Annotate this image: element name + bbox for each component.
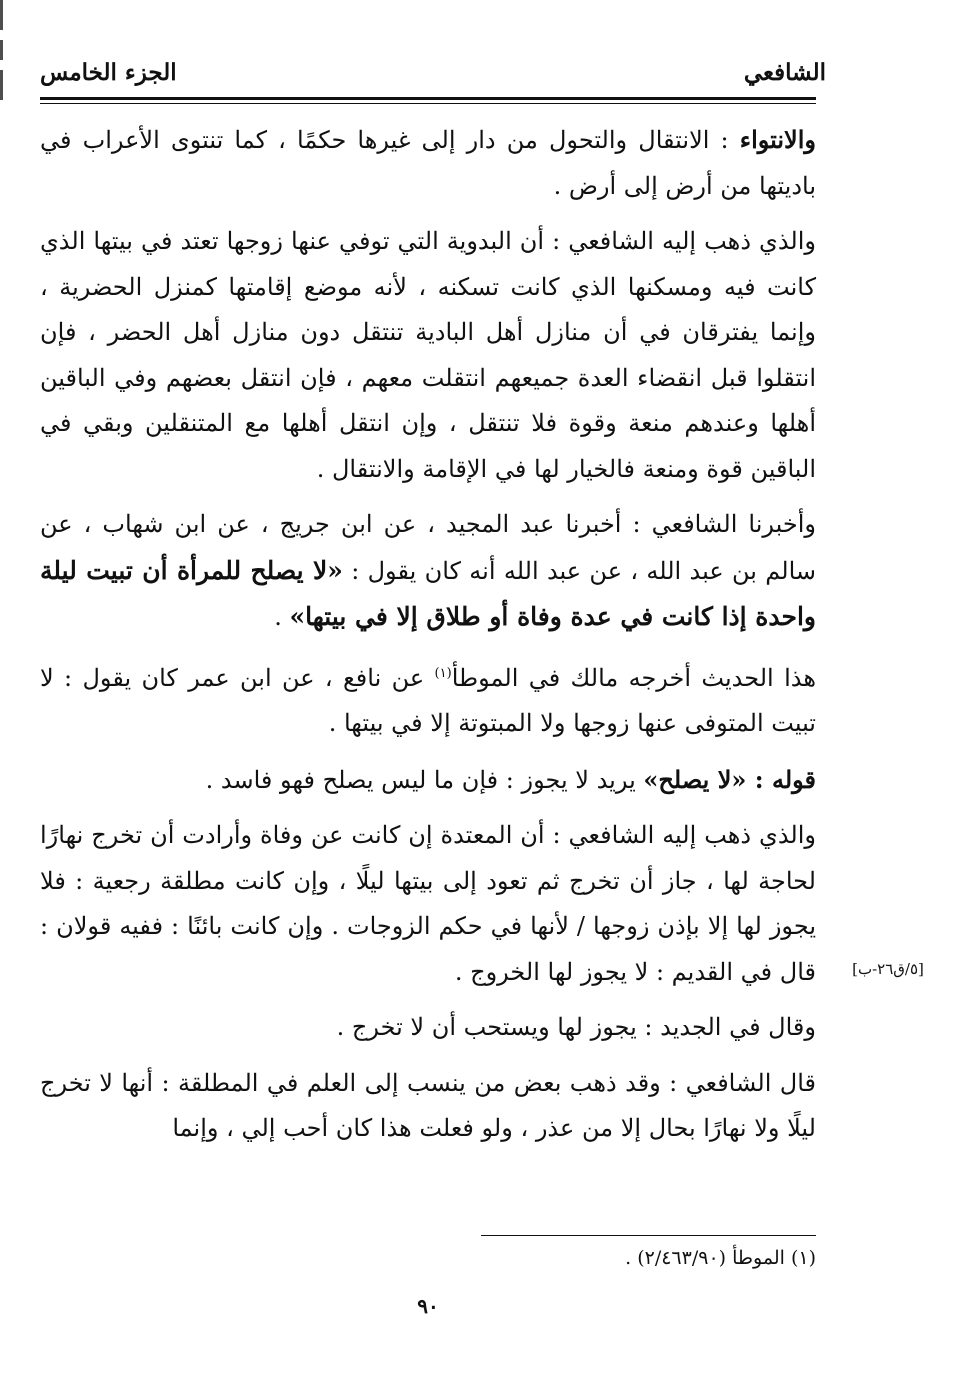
paragraph-lead-term: والانتواء [739, 125, 816, 154]
header-volume-title: الجزء الخامس [40, 58, 177, 86]
takhrij-text-start: هذا الحديث أخرجه مالك في الموطأ [451, 663, 816, 692]
paragraph-text: والذي ذهب إليه الشافعي : أن المعتدة إن كانت عن وفاة وأرادت أن تخرج نهارًا لحاجة لها ، جاز أن تخرج ثم تعود إلى بيتها ليلًا ، وإن كانت مطلقة رجعية : فلا يجوز لها إلا بإذن زوجها / لأنها في حكم الزوجات . وإن كانت بائنًا : ففيه قولان : قال في القديم : لا يجوز لها الخروج . [40, 821, 816, 986]
paragraph-new-opinion [40, 1005, 816, 1051]
paragraph-text: قال الشافعي : وقد ذهب بعض من ينسب إلى العلم في المطلقة : أنها لا تخرج ليلًا ولا نهارًا بحال إلا من عذر ، ولو فعلت هذا كان أحب إلي ، وإنما [40, 1068, 816, 1142]
paragraph-text: والذي ذهب إليه الشافعي : أن البدوية التي توفي عنها زوجها تعتد في بيتها الذي كانت فيه ومسكنها الذي كانت تسكنه ، لأنه موضع إقامتها كمنزل الحضرية ، وإنما يفترقان في أن منازل أهل البادية تنتقل دون منازل أهل الحضر ، فإن انتقلوا قبل انقضاء العدة جميعهم انتقلت معهم ، فإن انتقل بعضهم وفي الباقين أهلها وعندهم منعة وقوة فلا تنتقل ، وإن انتقل أهلها مع المتنقلين وبقي في الباقين قوة ومنعة فالخيار لها في الإقامة والانتقال . [40, 227, 817, 483]
paragraph-takhrij [40, 651, 816, 747]
header-rule [40, 97, 816, 104]
page-header [40, 52, 826, 92]
footnote-reference[interactable]: (١) [434, 665, 452, 681]
paragraph-text: يريد لا يجوز : فإن ما ليس يصلح فهو فاسد . [205, 765, 644, 794]
footnote-rule [481, 1235, 816, 1236]
paragraph-qawluh [40, 757, 816, 804]
paragraph-divorced-woman [40, 1061, 816, 1152]
hadith-chain: وأخبرنا الشافعي : أخبرنا عبد المجيد ، عن ابن جريج ، عن ابن شهاب ، عن سالم بن عبد الله ، عن عبد الله أنه كان يقول : [40, 510, 817, 585]
footnote: (١) الموطأ (٢/٤٦٣/٩٠) . [625, 1247, 816, 1269]
header-book-title: الشافعي [743, 58, 826, 86]
paragraph-lead-term: قوله : «لا يصلح» [643, 764, 816, 794]
paragraph-bedouin-ruling [40, 219, 816, 492]
takhrij-text-end: عن نافع ، عن ابن عمر كان يقول : لا تبيت المتوفى عنها زوجها ولا المبتوتة إلا في بيتها . [40, 663, 816, 737]
paragraph-intiwa [40, 117, 816, 209]
main-text [40, 117, 816, 1162]
hadith-quote: «لا يصلح للمرأة أن تبيت ليلة واحدة إذا كانت في عدة وفاة أو طلاق إلا في بيتها» [40, 555, 816, 631]
scan-edge-mark [0, 0, 3, 100]
hadith-end: . [274, 603, 290, 631]
paragraph-text: وقال في الجديد : يجوز لها ويستحب أن لا تخرج . [336, 1013, 816, 1041]
paragraph-text: : الانتقال والتحول من دار إلى غيرها حكمًا ، كما تنتوى الأعراب في باديتها من أرض إلى أرض . [40, 126, 816, 200]
paragraph-hadith [40, 502, 816, 641]
paragraph-leaving-house [40, 813, 816, 995]
manuscript-marginal-note: [٥/ق٢٦-ب] [852, 960, 924, 978]
page-number: ٩٠ [417, 1294, 439, 1318]
